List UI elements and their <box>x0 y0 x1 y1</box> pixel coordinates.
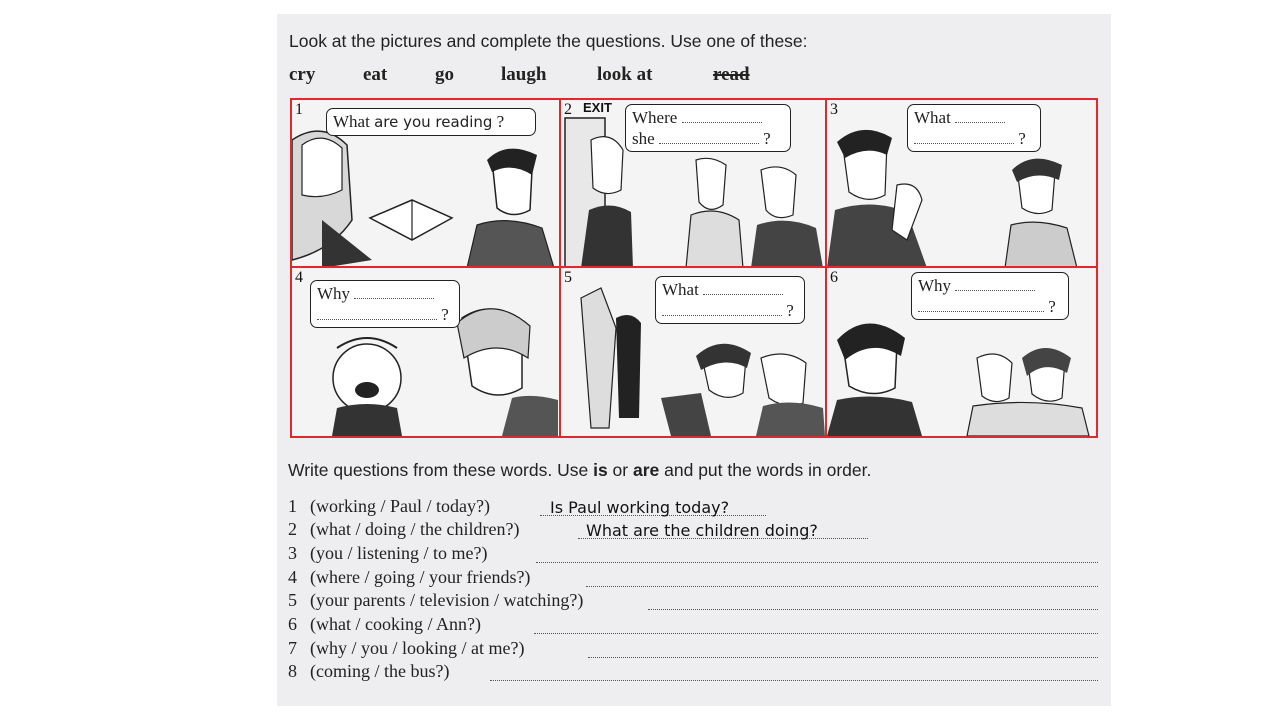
panel-6-number: 6 <box>830 269 838 286</box>
question-row-4 <box>288 567 1098 591</box>
bubble-2-line1: Where <box>632 108 678 127</box>
instruction-or: or <box>607 460 633 480</box>
panel-1-speech-bubble <box>326 108 536 136</box>
question-row-1 <box>288 496 1098 520</box>
instruction-are: are <box>632 460 660 480</box>
question-number: 6 <box>288 614 297 634</box>
panel-5 <box>561 268 827 436</box>
picture-panel-grid <box>290 98 1098 438</box>
word-read-crossed-out: read <box>713 64 750 85</box>
question-prompt: (what / doing / the children?) <box>310 519 520 539</box>
bubble-2-end: ? <box>763 129 771 148</box>
answer-line[interactable] <box>490 679 1098 681</box>
answer-line[interactable] <box>588 656 1098 658</box>
answer-line[interactable] <box>536 561 1098 563</box>
word-eat: eat <box>363 64 388 85</box>
panel-2-speech-bubble <box>625 104 791 152</box>
bubble-1-handwritten-answer: are you reading <box>374 113 493 131</box>
panel-6-speech-bubble <box>911 272 1069 320</box>
panel-4-number: 4 <box>295 269 303 286</box>
bubble-5-start: What <box>662 280 699 299</box>
panel-3-number: 3 <box>830 101 838 118</box>
instruction-part2 <box>288 460 871 481</box>
answer-line[interactable] <box>648 608 1098 610</box>
question-prompt: (you / listening / to me?) <box>310 543 488 563</box>
panel-4 <box>292 268 561 436</box>
question-number: 2 <box>288 519 297 539</box>
question-prompt: (coming / the bus?) <box>310 661 450 681</box>
question-prompt: (your parents / television / watching?) <box>310 590 584 610</box>
question-row-8 <box>288 661 1098 685</box>
handwritten-answer: Is Paul working today? <box>550 498 730 517</box>
word-cry: cry <box>289 64 316 85</box>
question-row-2 <box>288 519 1098 543</box>
panel-5-speech-bubble <box>655 276 805 324</box>
instruction-part1: Look at the pictures and complete the questions. Use one of these: <box>289 31 808 51</box>
question-number: 3 <box>288 543 297 563</box>
question-row-7 <box>288 638 1098 662</box>
question-number: 1 <box>288 496 297 516</box>
bubble-4-end: ? <box>441 305 449 324</box>
panel-5-number: 5 <box>564 269 572 286</box>
question-row-3 <box>288 543 1098 567</box>
instruction-is: is <box>593 460 608 480</box>
panel-3 <box>827 100 1096 268</box>
panel-3-speech-bubble <box>907 104 1041 152</box>
bubble-6-end: ? <box>1048 297 1056 316</box>
bubble-5-end: ? <box>786 301 794 320</box>
bubble-3-start: What <box>914 108 951 127</box>
panel-1-number: 1 <box>295 101 303 118</box>
question-prompt: (why / you / looking / at me?) <box>310 638 525 658</box>
question-row-6 <box>288 614 1098 638</box>
panel-2-number: 2 <box>564 101 572 118</box>
question-number: 4 <box>288 567 297 587</box>
worksheet-page <box>277 14 1111 706</box>
bubble-4-start: Why <box>317 284 351 303</box>
bubble-2-line2: she <box>632 129 655 148</box>
answer-line[interactable] <box>534 632 1098 634</box>
bubble-6-start: Why <box>918 276 952 295</box>
question-number: 7 <box>288 638 297 658</box>
answer-line[interactable] <box>586 585 1098 587</box>
question-prompt: (what / cooking / Ann?) <box>310 614 481 634</box>
question-number: 8 <box>288 661 297 681</box>
panel-6 <box>827 268 1096 436</box>
question-number: 5 <box>288 590 297 610</box>
panel-1 <box>292 100 561 268</box>
bubble-1-end: ? <box>496 112 505 131</box>
handwritten-answer: What are the children doing? <box>586 521 818 540</box>
exit-sign: EXIT <box>583 100 612 115</box>
bubble-3-end: ? <box>1018 129 1026 148</box>
panel-4-speech-bubble <box>310 280 460 328</box>
word-go: go <box>435 64 454 85</box>
bubble-1-start: What <box>333 112 370 131</box>
panel-2 <box>561 100 827 268</box>
word-laugh: laugh <box>501 64 547 85</box>
word-look-at: look at <box>597 64 653 85</box>
question-prompt: (where / going / your friends?) <box>310 567 531 587</box>
instruction-part2-end: and put the words in order. <box>659 460 872 480</box>
instruction-part2-text: Write questions from these words. Use <box>288 460 594 480</box>
question-row-5 <box>288 590 1098 614</box>
question-prompt: (working / Paul / today?) <box>310 496 490 516</box>
